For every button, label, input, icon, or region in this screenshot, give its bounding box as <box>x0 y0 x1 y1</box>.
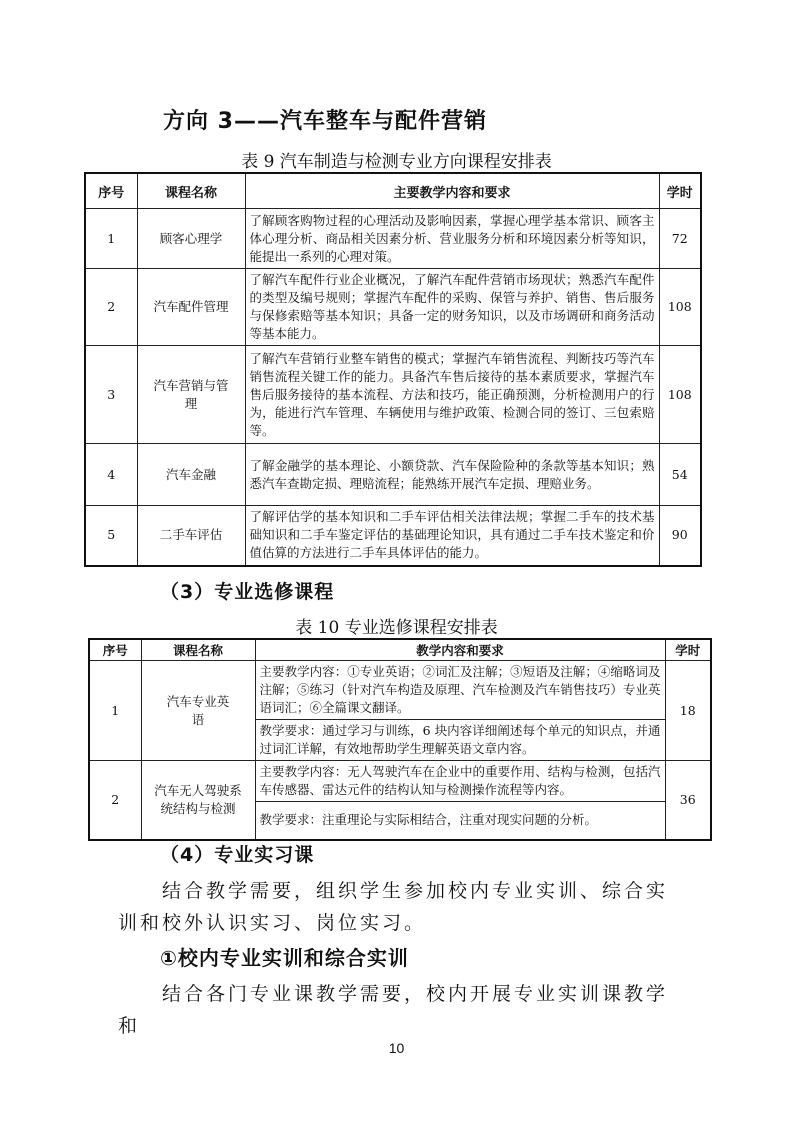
row-content: 了解顾客购物过程的心理活动及影响因素，掌握心理学基本常识、顾客主体心理分析、商品相关因素分析、营业服务分析和环境因素分析等知识，能提出一系列的心理对策。 <box>245 209 659 269</box>
row-content: 主要教学内容：无人驾驶汽车在企业中的重要作用、结构与检测，包括汽车传感器、雷达元件的结构认知与检测操作流程等内容。 <box>255 761 665 802</box>
col-header-content: 教学内容和要求 <box>255 639 665 661</box>
row-content: 主要教学内容：①专业英语；②词汇及注解；③短语及注解；④缩略词及注解；⑤练习（针对汽车构造及原理、汽车检测及汽车销售技巧）专业英语词汇；⑥全篇课文翻译。 <box>255 661 665 720</box>
col-header-hours: 学时 <box>659 173 701 209</box>
table10-caption: 表 10 专业选修课程安排表 <box>295 618 498 638</box>
row-requirement: 教学要求：注重理论与实际相结合，注重对现实问题的分析。 <box>255 802 665 840</box>
row-hours: 54 <box>659 444 701 506</box>
heading-elective-courses: （3）专业选修课程 <box>160 581 335 603</box>
section-heading: 方向 3——汽车整车与配件营销 <box>163 109 487 134</box>
table-row <box>85 209 701 269</box>
row-no: 3 <box>85 346 137 444</box>
table10 <box>88 638 712 841</box>
row-content: 了解评估学的基本知识和二手车评估相关法律法规；掌握二手车的技术基础知识和二手车鉴定评估的基础理论知识，具有通过二手车技术鉴定和价值估算的方法进行二手车具体评估的能力。 <box>245 506 659 566</box>
table9-caption: 表 9 汽车制造与检测专业方向课程安排表 <box>241 152 552 172</box>
table-row <box>85 269 701 346</box>
paragraph-campus-training: 结合各门专业课教学需要，校内开展专业实训课教学和 <box>118 983 669 1037</box>
row-hours: 108 <box>659 346 701 444</box>
row-hours: 90 <box>659 506 701 566</box>
table-row <box>85 506 701 566</box>
col-header-content: 主要教学内容和要求 <box>245 173 659 209</box>
row-course-name: 汽车专业英语 <box>141 661 255 761</box>
row-course-name: 汽车无人驾驶系统结构与检测 <box>141 761 255 840</box>
table-row <box>89 761 711 802</box>
row-no: 5 <box>85 506 137 566</box>
row-no: 1 <box>85 209 137 269</box>
row-course-name: 汽车金融 <box>137 444 245 506</box>
row-no: 2 <box>89 761 141 840</box>
row-content: 了解汽车配件行业企业概况，了解汽车配件营销市场现状；熟悉汽车配件的类型及编号规则；掌握汽车配件的采购、保管与养护、销售、售后服务与保修索赔等基本知识；具备一定的财务知识，以及市场调研和商务活动等基本能力。 <box>245 269 659 346</box>
table-row <box>89 661 711 720</box>
row-no: 2 <box>85 269 137 346</box>
col-header-hours: 学时 <box>665 639 711 661</box>
row-hours: 18 <box>665 661 711 761</box>
row-hours: 108 <box>659 269 701 346</box>
table-header-row <box>85 173 701 209</box>
row-no: 1 <box>89 661 141 761</box>
row-content: 了解金融学的基本理论、小额贷款、汽车保险险种的条款等基本知识；熟悉汽车查勘定损、理赔流程；能熟练开展汽车定损、理赔业务。 <box>245 444 659 506</box>
heading-campus-training: ①校内专业实训和综合实训 <box>160 946 409 970</box>
row-no: 4 <box>85 444 137 506</box>
col-header-no: 序号 <box>89 639 141 661</box>
row-requirement: 教学要求：通过学习与训练，6 块内容详细阐述每个单元的知识点，并通过词汇详解，有效地帮助学生理解英语文章内容。 <box>255 720 665 761</box>
row-hours: 72 <box>659 209 701 269</box>
row-content: 了解汽车营销行业整车销售的模式；掌握汽车销售流程、判断技巧等汽车销售流程关键工作的能力。具备汽车售后接待的基本素质要求，掌握汽车售后服务接待的基本流程、方法和技巧，能正确预测，分析检测用户的行为，能进行汽车管理、车辆使用与维护政策、检测合同的签订、三包索赔等。 <box>245 346 659 444</box>
table-row <box>85 444 701 506</box>
row-course-name: 顾客心理学 <box>137 209 245 269</box>
table-row <box>85 346 701 444</box>
col-header-name: 课程名称 <box>141 639 255 661</box>
table9 <box>84 172 702 567</box>
col-header-name: 课程名称 <box>137 173 245 209</box>
row-course-name: 汽车营销与管理 <box>137 346 245 444</box>
row-course-name: 汽车配件管理 <box>137 269 245 346</box>
col-header-no: 序号 <box>85 173 137 209</box>
row-hours: 36 <box>665 761 711 840</box>
page-number: 10 <box>388 1040 405 1056</box>
row-course-name: 二手车评估 <box>137 506 245 566</box>
heading-internship: （4）专业实习课 <box>160 844 315 866</box>
paragraph-internship: 结合教学需要，组织学生参加校内专业实训、综合实训和校外认识实习、岗位实习。 <box>118 880 669 934</box>
table-header-row <box>89 639 711 661</box>
